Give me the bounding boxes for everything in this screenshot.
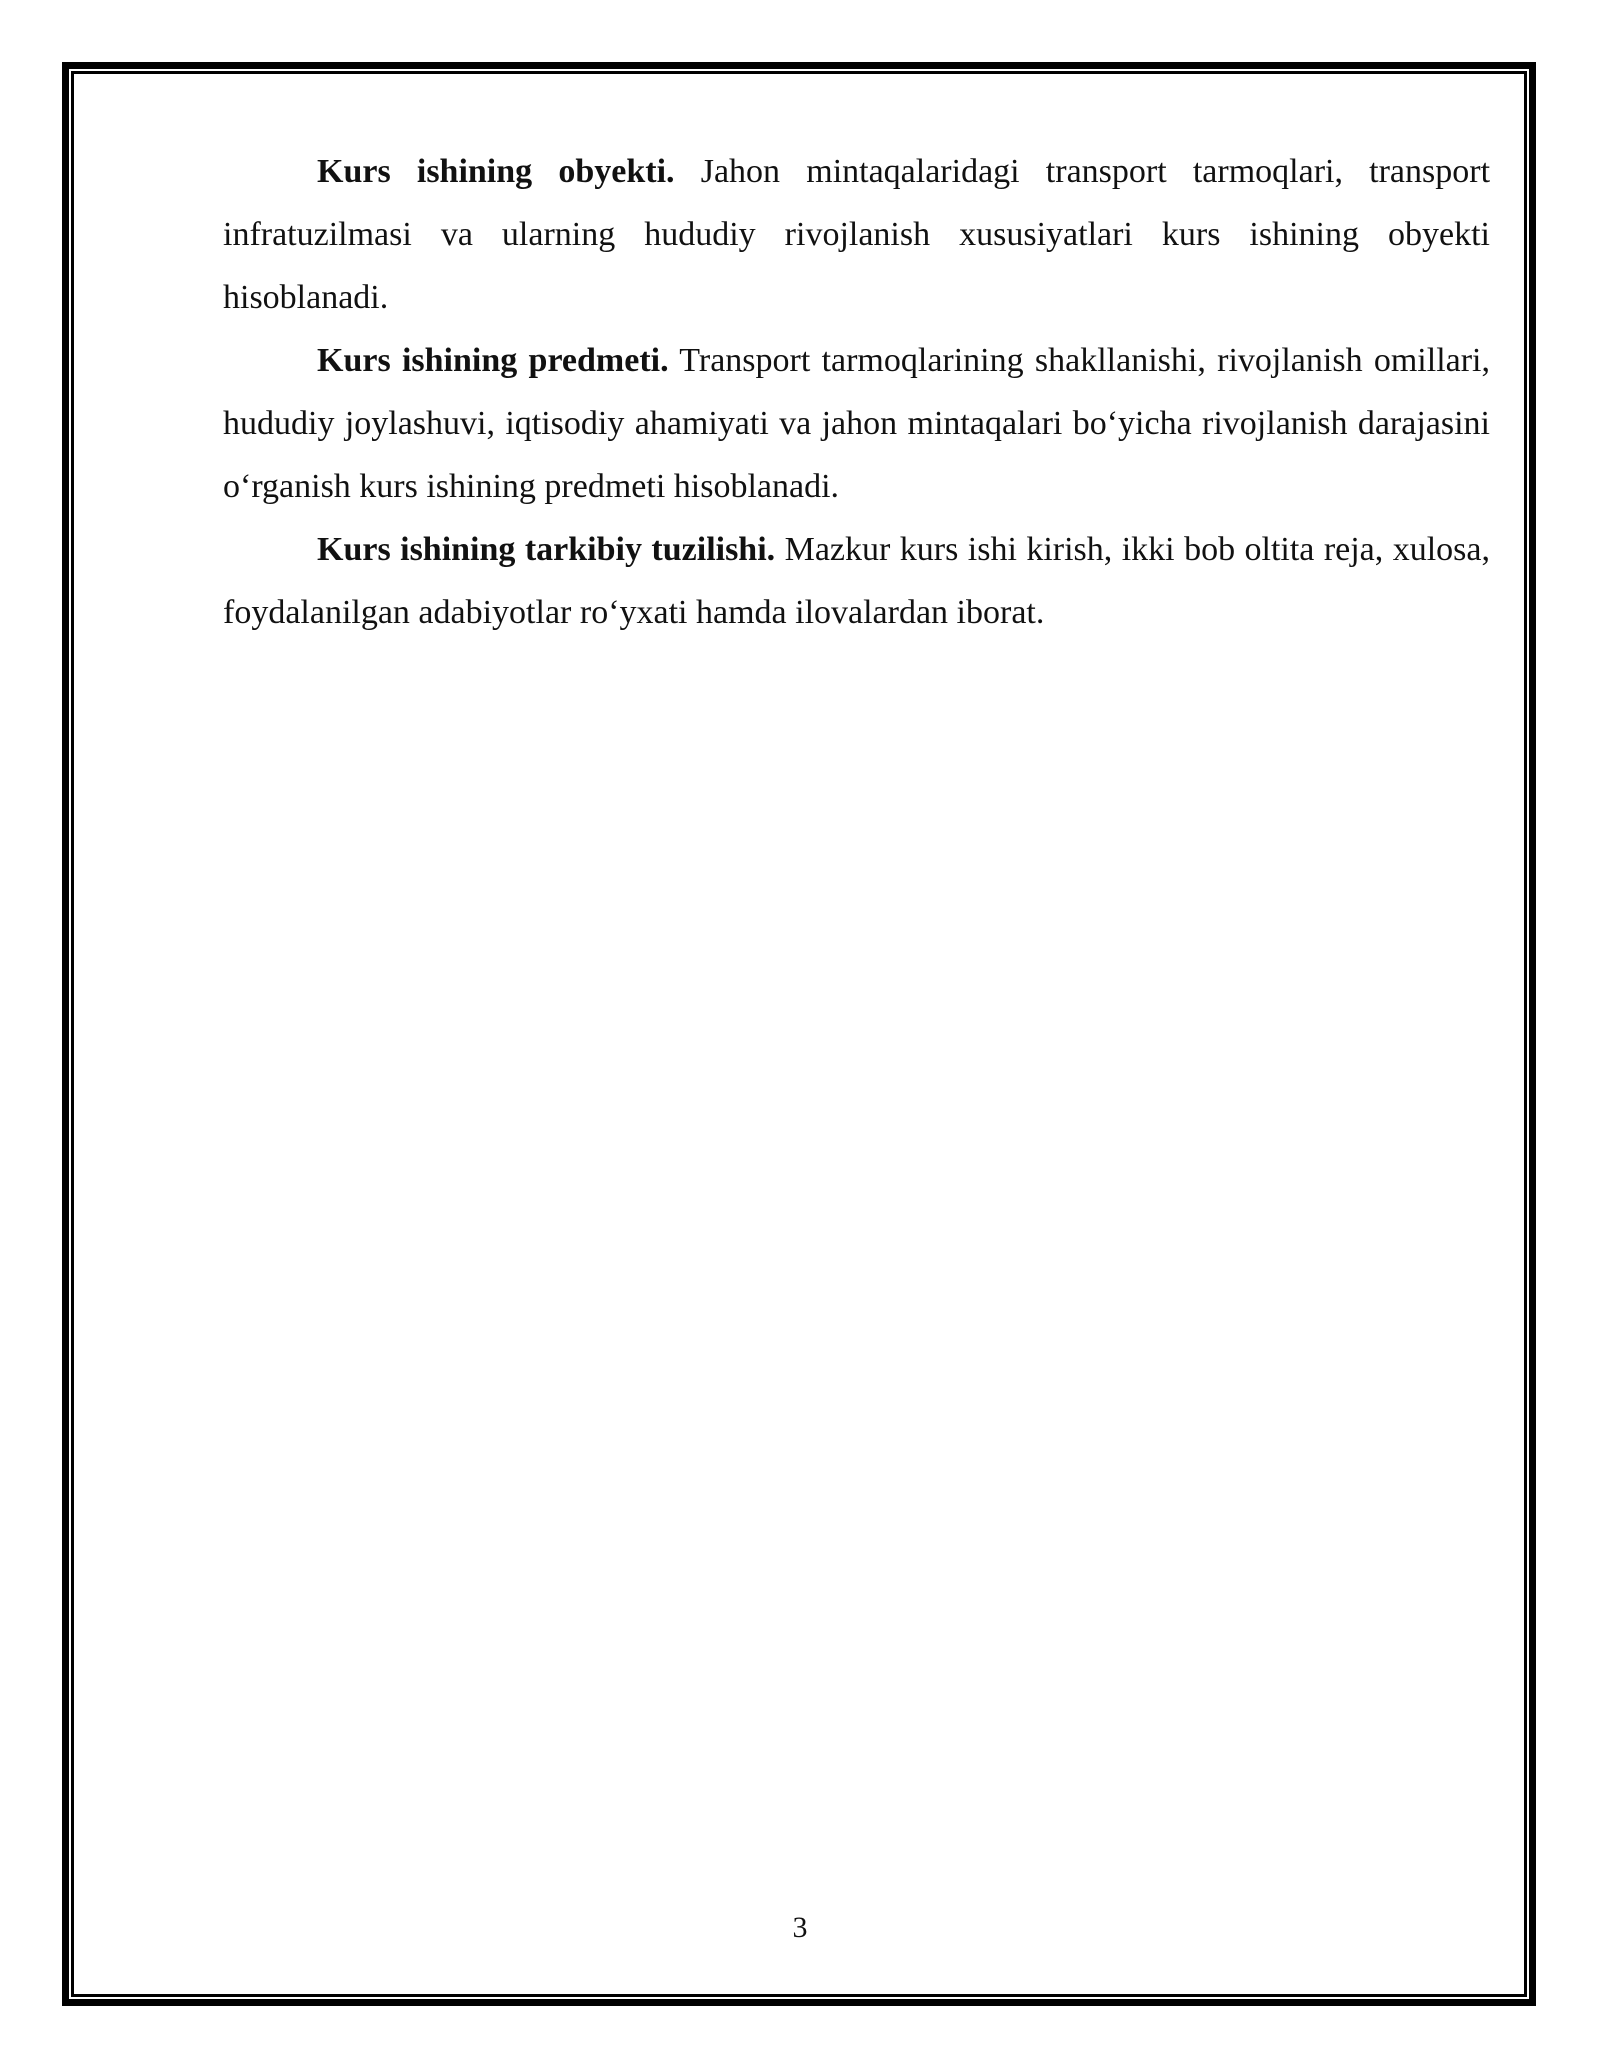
paragraph-object bbox=[223, 140, 1490, 329]
paragraph-heading: Kurs ishining predmeti. bbox=[317, 342, 669, 379]
paragraph-subject bbox=[223, 329, 1490, 518]
paragraph-text: Mazkur kurs ishi kirish, ikki bob oltita reja, xulosa, foydalanilgan adabiyotlar ro‘yxati hamda ilovalardan iborat. bbox=[223, 531, 1490, 631]
page-number: 3 bbox=[792, 1911, 808, 1944]
paragraph-structure bbox=[223, 518, 1490, 644]
document-body bbox=[223, 140, 1490, 644]
paragraph-heading: Kurs ishining obyekti. bbox=[317, 153, 675, 190]
paragraph-text: Jahon mintaqalaridagi transport tarmoqlari, transport infratuzilmasi va ularning hududiy rivojlanish xususiyatlari kurs ishining obyekti hisoblanadi. bbox=[223, 153, 1491, 316]
paragraph-text: Transport tarmoqlarining shakllanishi, rivojlanish omillari, hududiy joylashuvi, iqtisodiy ahamiyati va jahon mintaqalari bo‘yicha rivojlanish darajasini o‘rganish kurs ishining predmeti hisoblanadi. bbox=[223, 342, 1490, 505]
paragraph-heading: Kurs ishining tarkibiy tuzilishi. bbox=[317, 531, 776, 568]
